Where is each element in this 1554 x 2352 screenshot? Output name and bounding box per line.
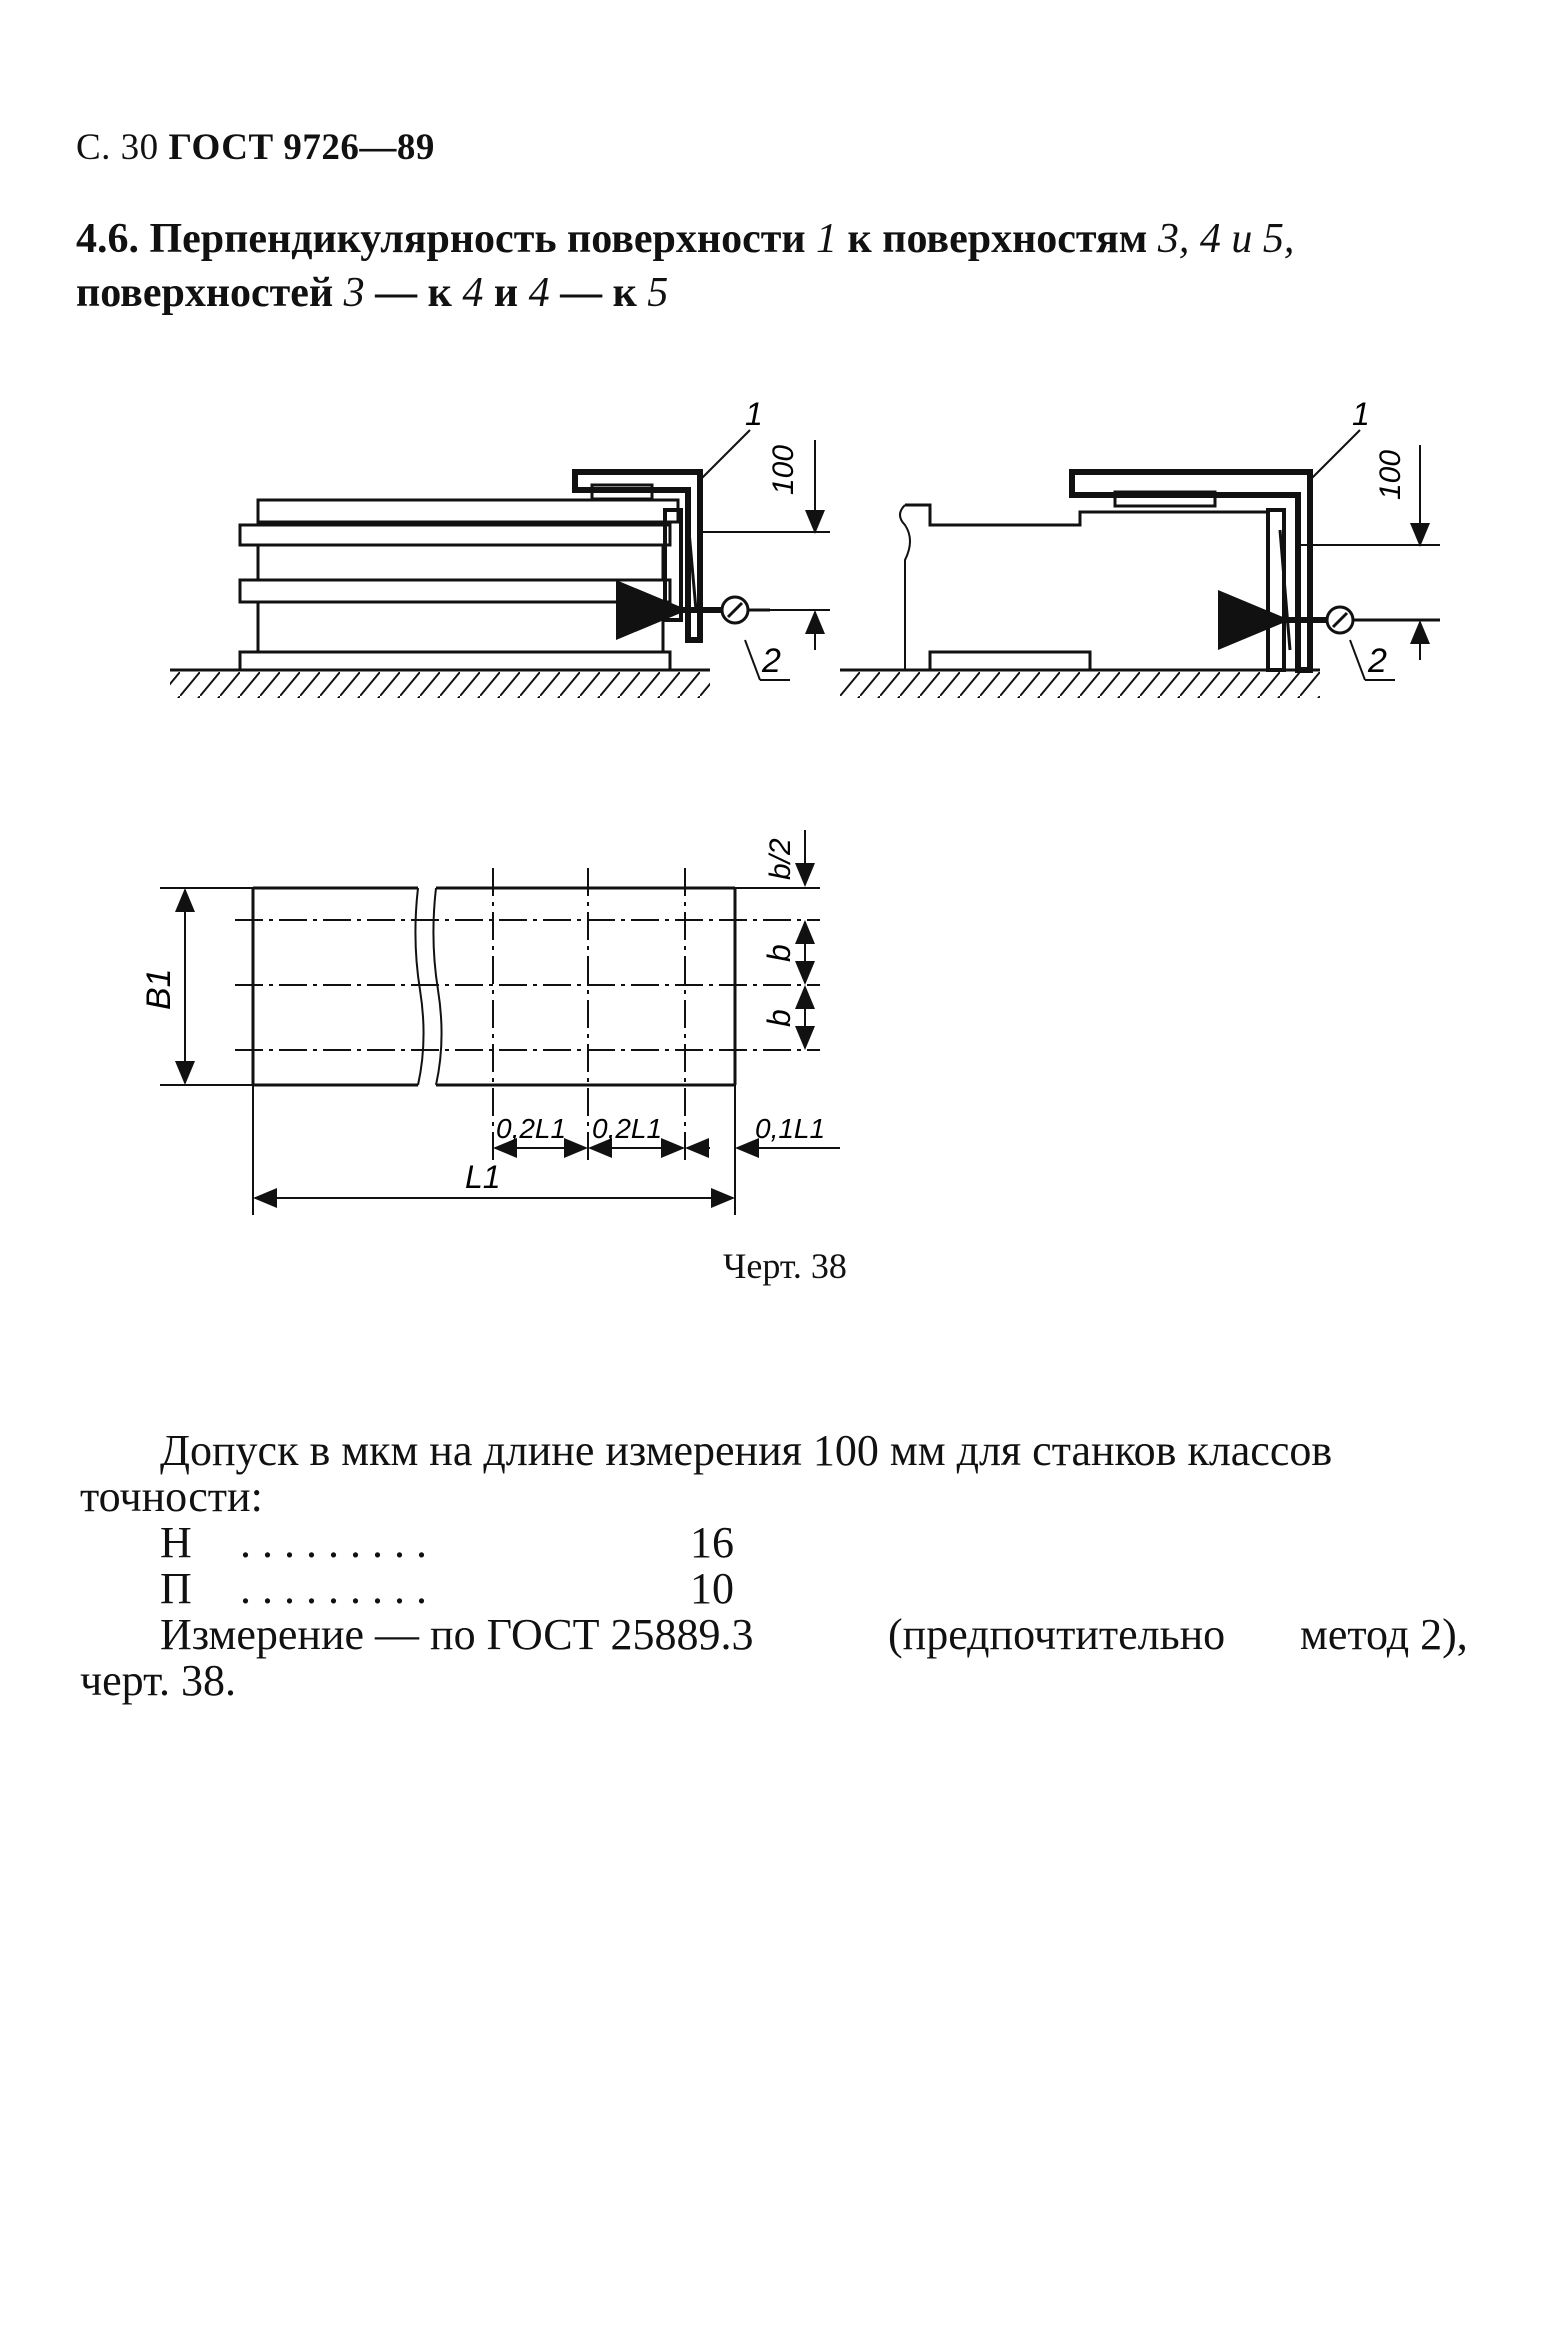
dim-b: b [761, 1009, 797, 1027]
plan-view [160, 830, 840, 1215]
surface-ref: 4 [1199, 216, 1221, 262]
title-text: и [493, 270, 519, 316]
table-layer [258, 545, 663, 580]
dim-100-right: 100 [1374, 449, 1407, 500]
dim-b-half: b/2 [764, 838, 797, 880]
measurement-text: черт. 38. [80, 1656, 236, 1705]
dim-b: b [761, 944, 797, 962]
surface-ref: 5, [1262, 216, 1295, 262]
leader-dots: . . . . . . . . . [240, 1518, 427, 1567]
break-line [900, 505, 910, 670]
title-text: поверхностей [76, 270, 334, 316]
title-text: — к [560, 270, 637, 316]
base-plate [930, 652, 1090, 670]
surface-ref: 5 [647, 270, 669, 316]
base-plate [240, 652, 670, 670]
standard-number: ГОСТ 9726—89 [168, 127, 435, 168]
class-label: Н [160, 1518, 192, 1567]
measurement-text: (предпочтительно [888, 1610, 1226, 1659]
callout-2-left: 2 [762, 642, 781, 680]
surface-ref: 3, [1157, 216, 1190, 262]
dim-02L1: 0,2L1 [496, 1113, 567, 1144]
dim-L1: L1 [465, 1159, 501, 1195]
title-text: Перпендикулярность поверхности [149, 216, 806, 262]
surface-ref: 1 [816, 216, 838, 262]
table-layer [258, 602, 663, 652]
title-text: к поверхностям [847, 216, 1148, 262]
class-value: 16 [690, 1518, 734, 1567]
surface-ref: 4 [528, 270, 550, 316]
table-layer [258, 500, 678, 522]
title-text: и [1231, 216, 1253, 262]
title-text: — к [375, 270, 452, 316]
square-tool [1072, 472, 1310, 670]
class-row [160, 1566, 192, 1612]
table-layer [240, 525, 670, 545]
dim-100-left: 100 [767, 444, 800, 495]
figure-caption: Черт. 38 [723, 1246, 847, 1286]
callout-1-left: 1 [745, 396, 763, 432]
surface-ref: 4 [462, 270, 484, 316]
ground-hatch [170, 672, 710, 698]
tolerance-text: Допуск в мкм на длине измерения 100 мм для станков классов [160, 1426, 1333, 1475]
class-value: 10 [690, 1564, 734, 1613]
dim-B1: B1 [140, 968, 178, 1010]
dim-02L1: 0,2L1 [592, 1113, 663, 1144]
ground-hatch [840, 672, 1320, 698]
class-label: П [160, 1564, 192, 1613]
table-layer [240, 580, 670, 602]
callout-1-right: 1 [1352, 396, 1370, 432]
class-row [160, 1520, 192, 1566]
left-view [170, 430, 830, 698]
leader-dots: . . . . . . . . . [240, 1564, 427, 1613]
surface-ref: 3 [343, 270, 365, 316]
right-view [840, 430, 1440, 698]
section-number: 4.6. [76, 216, 139, 262]
measurement-text: Измерение — по ГОСТ 25889.3 [160, 1610, 754, 1659]
page-number: С. 30 [76, 127, 159, 168]
measurement-text: метод 2), [1300, 1610, 1468, 1659]
tolerance-text: точности: [80, 1472, 263, 1521]
dim-01L1: 0,1L1 [755, 1113, 826, 1144]
callout-2-right: 2 [1368, 642, 1387, 680]
